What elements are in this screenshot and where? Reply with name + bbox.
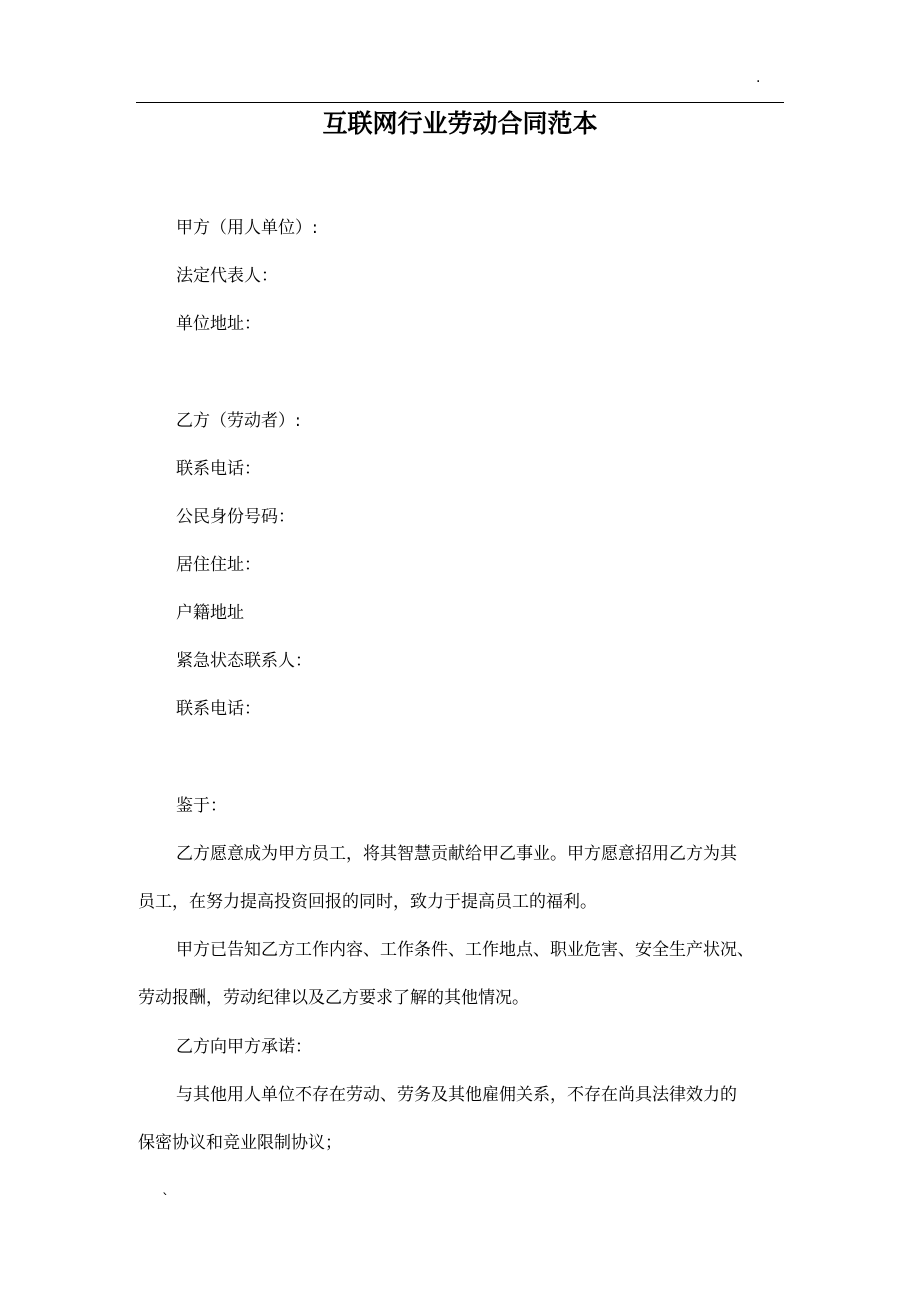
header-dot: .: [756, 70, 761, 86]
whereas-heading: 鉴于：: [176, 796, 227, 816]
party-b-household-label: 户籍地址: [176, 603, 244, 623]
paragraph-4-line-1: 与其他用人单位不存在劳动、劳务及其他雇佣关系，不存在尚具法律效力的: [176, 1085, 737, 1105]
footer-dot: `: [162, 1192, 169, 1208]
party-a-rep-label: 法定代表人：: [176, 266, 278, 286]
party-a-address-label: 单位地址：: [176, 314, 261, 334]
document-title: 互联网行业劳动合同范本: [322, 109, 598, 138]
party-a-name-label: 甲方（用人单位）:: [176, 218, 318, 238]
party-b-id-label: 公民身份号码：: [176, 507, 295, 527]
paragraph-4-line-2: 保密协议和竞业限制协议；: [138, 1133, 342, 1153]
paragraph-1-line-2: 员工，在努力提高投资回报的同时，致力于提高员工的福利。: [138, 892, 597, 912]
party-b-residence-label: 居住住址：: [176, 555, 261, 575]
party-b-phone-label: 联系电话：: [176, 459, 261, 479]
paragraph-2-line-2: 劳动报酬，劳动纪律以及乙方要求了解的其他情况。: [138, 988, 529, 1008]
party-b-emergency-phone-label: 联系电话：: [176, 699, 261, 719]
paragraph-2-line-1: 甲方已告知乙方工作内容、工作条件、工作地点、职业危害、安全生产状况、: [176, 940, 754, 960]
party-b-emergency-label: 紧急状态联系人：: [176, 651, 312, 671]
header-rule: [136, 102, 784, 103]
party-b-name-label: 乙方（劳动者）:: [176, 411, 301, 431]
paragraph-3: 乙方向甲方承诺：: [176, 1037, 312, 1057]
paragraph-1-line-1: 乙方愿意成为甲方员工，将其智慧贡献给甲乙事业。甲方愿意招用乙方为其: [176, 844, 737, 864]
